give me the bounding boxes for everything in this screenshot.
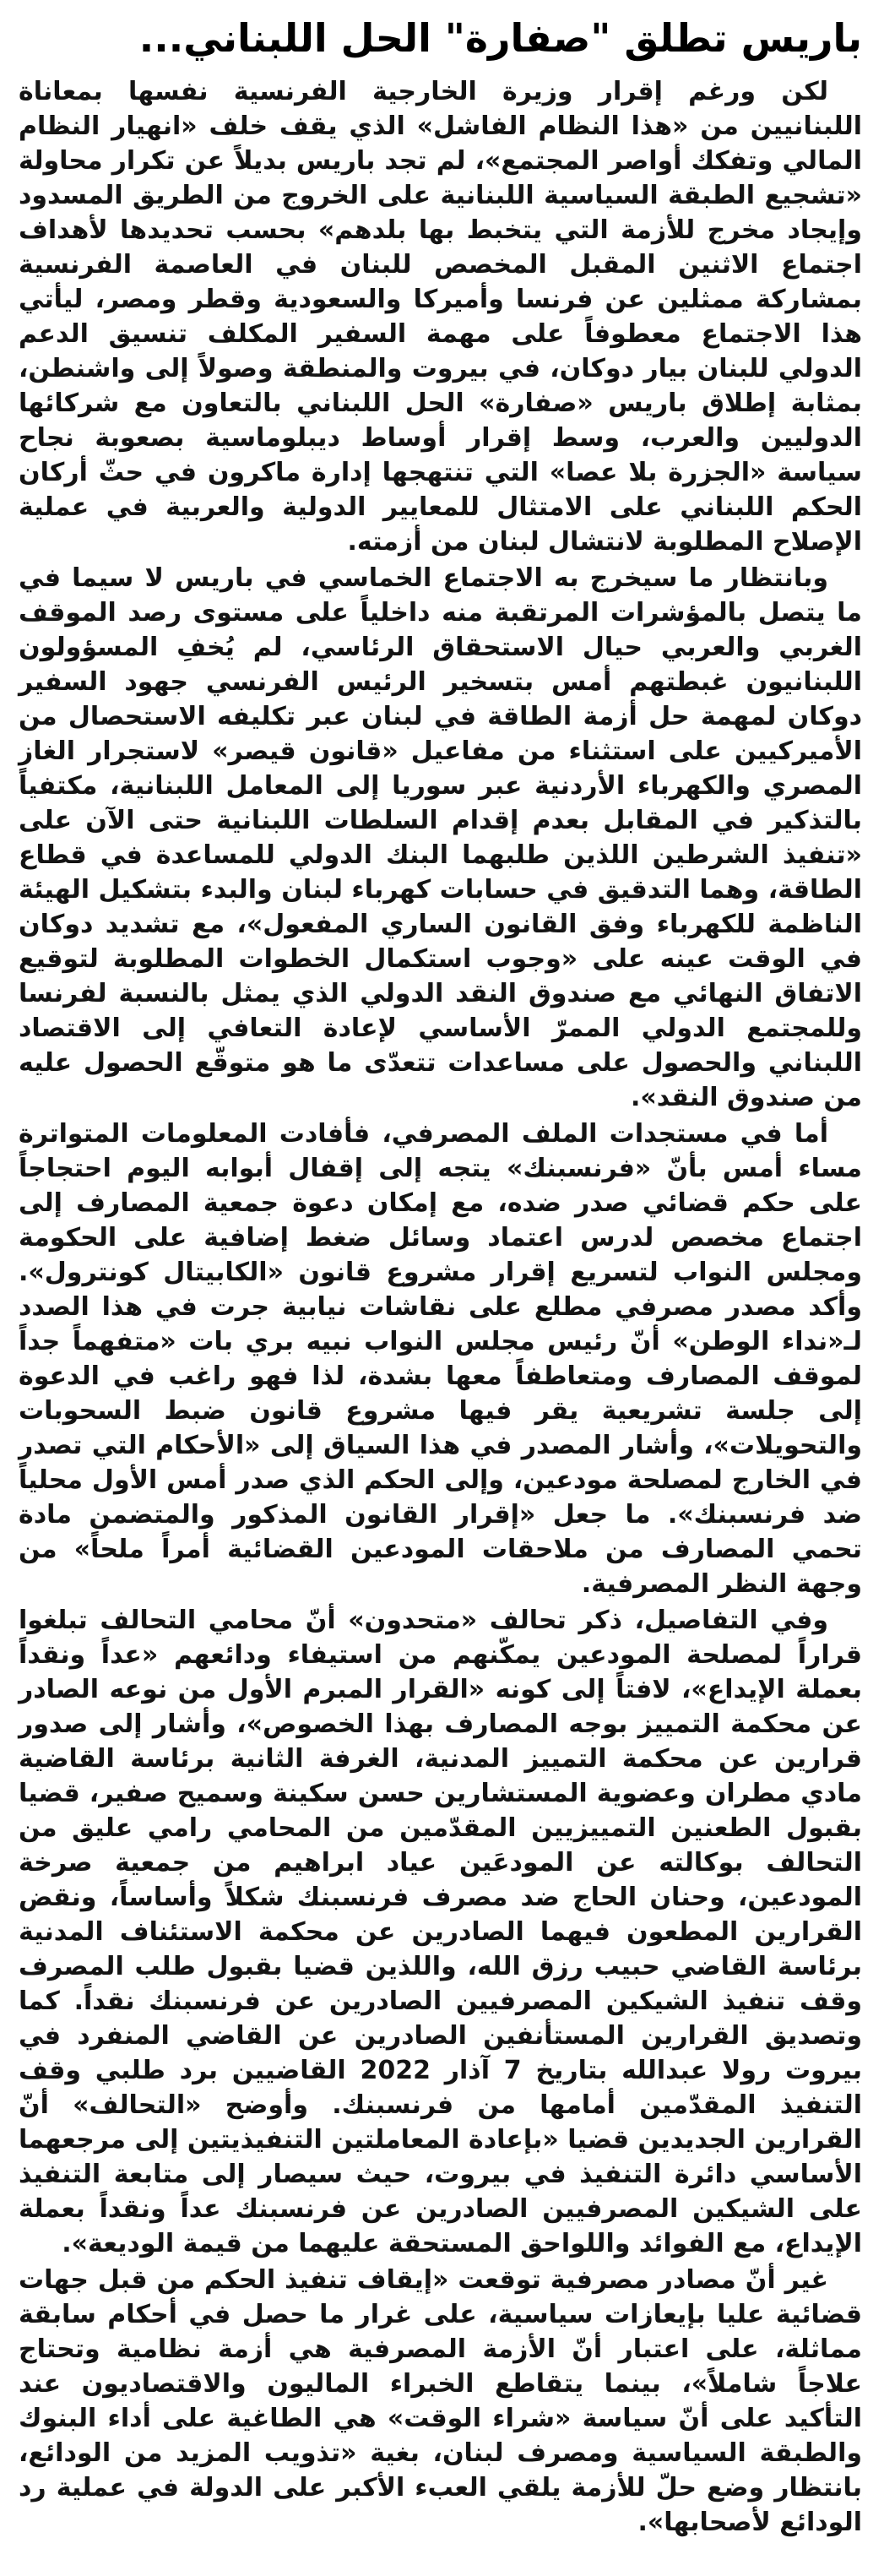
article-paragraph: وبانتظار ما سيخرج به الاجتماع الخماسي في باريس لا سيما في ما يتصل بالمؤشرات المرتقبة منه داخلياً على مستوى رصد الموقف الغربي والعربي حيال الاستحقاق الرئاسي، لم يُخفِ المسؤولون اللبنانيون غبطتهم أمس بتسخير الرئيس الفرنسي جهود السفير دوكان لمهمة حل أزمة الطاقة في لبنان عبر تكليفه الاستحصال من الأميركيين على استثناء من مفاعيل «قانون قيصر» لاستجرار الغاز المصري والكهرباء الأردنية عبر سوريا إلى المعامل اللبنانية، مكتفياً بالتذكير في المقابل بعدم إقدام السلطات اللبنانية حتى الآن على «تنفيذ الشرطين اللذين طلبهما البنك الدولي للمساعدة في قطاع الطاقة، وهما التدقيق في حسابات كهرباء لبنان والبدء بتشكيل الهيئة الناظمة للكهرباء وفق القانون الساري المفعول»، مع تشديد دوكان في الوقت عينه على «وجوب استكمال الخطوات المطلوبة لتوقيع الاتفاق النهائي مع صندوق النقد الدولي الذي يمثل بالنسبة لفرنسا وللمجتمع الدولي الممرّ الأساسي لإعادة التعافي إلى الاقتصاد اللبناني والحصول على مساعدات تتعدّى ما هو متوقّع الحصول عليه من صندوق النقد». bbox=[19, 563, 862, 1112]
article-body bbox=[19, 74, 862, 2540]
article-paragraph: أما في مستجدات الملف المصرفي، فأفادت المعلومات المتواترة مساء أمس بأنّ «فرنسبنك» يتجه إلى إقفال أبوابه اليوم احتجاجاً على حكم قضائي صدر ضده، مع إمكان دعوة جمعية المصارف إلى اجتماع مخصص لدرس اعتماد وسائل ضغط إضافية على الحكومة ومجلس النواب لتسريع إقرار مشروع قانون «الكابيتال كونترول». وأكد مصدر مصرفي مطلع على نقاشات نيابية جرت في هذا الصدد لـ«نداء الوطن» أنّ رئيس مجلس النواب نبيه بري بات «متفهماً جداً لموقف المصارف ومتعاطفاً معها بشدة، لذا فهو راغب في الدعوة إلى جلسة تشريعية يقر فيها مشروع قانون ضبط السحوبات والتحويلات»، وأشار المصدر في هذا السياق إلى «الأحكام التي تصدر في الخارج لمصلحة مودعين، وإلى الحكم الذي صدر أمس الأول محلياً ضد فرنسبنك». ما جعل «إقرار القانون المذكور والمتضمن مادة تحمي المصارف من ملاحقات المودعين القضائية أمراً ملحاً» من وجهة النظر المصرفية. bbox=[19, 1119, 862, 1599]
article-paragraph: وفي التفاصيل، ذكر تحالف «متحدون» أنّ محامي التحالف تبلغوا قراراً لمصلحة المودعين يمكّنهم من استيفاء ودائعهم «عداً ونقداً بعملة الإيداع»، لافتاً إلى كونه «القرار المبرم الأول من نوعه الصادر عن محكمة التمييز بوجه المصارف بهذا الخصوص»، وأشار إلى صدور قرارين عن محكمة التمييز المدنية، الغرفة الثانية برئاسة القاضية مادي مطران وعضوية المستشارين حسن سكينة وسميح صفير، قضيا بقبول الطعنين التمييزيين المقدّمين من المحامي رامي عليق من التحالف بوكالته عن المودعَين عياد ابراهيم من جمعية صرخة المودعين، وحنان الحاج ضد مصرف فرنسبنك شكلاً وأساساً، ونقض القرارين المطعون فيهما الصادرين عن محكمة الاستئناف المدنية برئاسة القاضي حبيب رزق الله، واللذين قضيا بقبول طلب المصرف وقف تنفيذ الشيكين المصرفيين الصادرين عن فرنسبنك نقداً. كما وتصديق القرارين المستأنفين الصادرين عن القاضي المنفرد في بيروت رولا عبدالله بتاريخ 7 آذار 2022 القاضيين برد طلبي وقف التنفيذ المقدّمين أمامها من فرنسبنك. وأوضح «التحالف» أنّ القرارين الجديدين قضيا «بإعادة المعاملتين التنفيذيتين إلى مرجعهما الأساسي دائرة التنفيذ في بيروت، حيث سيصار إلى متابعة التنفيذ على الشيكين المصرفيين الصادرين عن فرنسبنك عداً ونقداً بعملة الإيداع، مع الفوائد واللواحق المستحقة عليهما من قيمة الوديعة». bbox=[19, 1606, 863, 2258]
article-paragraph: لكن ورغم إقرار وزيرة الخارجية الفرنسية نفسها بمعاناة اللبنانيين من «هذا النظام الفاشل» الذي يقف خلف «انهيار النظام المالي وتفكك أواصر المجتمع»، لم تجد باريس بديلاً عن تكرار محاولة «تشجيع الطبقة السياسية اللبنانية على الخروج من الطريق المسدود وإيجاد مخرج للأزمة التي يتخبط بها بلدهم» بحسب تحديدها لأهداف اجتماع الاثنين المقبل المخصص للبنان في العاصمة الفرنسية بمشاركة ممثلين عن فرنسا وأميركا والسعودية وقطر ومصر، ليأتي هذا الاجتماع معطوفاً على مهمة السفير المكلف تنسيق الدعم الدولي للبنان بيار دوكان، في بيروت والمنطقة وصولاً إلى واشنطن، بمثابة إطلاق باريس «صفارة» الحل اللبناني بالتعاون مع شركائها الدوليين والعرب، وسط إقرار أوساط ديبلوماسية بصعوبة نجاح سياسة «الجزرة بلا عصا» التي تنتهجها إدارة ماكرون في حثّ أركان الحكم اللبناني على الامتثال للمعايير الدولية والعربية في عملية الإصلاح المطلوبة لانتشال لبنان من أزمته. bbox=[19, 77, 862, 557]
article-headline: باريس تطلق "صفارة" الحل اللبناني... bbox=[138, 15, 862, 61]
article-paragraph: غير أنّ مصادر مصرفية توقعت «إيقاف تنفيذ الحكم من قبل جهات قضائية عليا بإيعازات سياسية، على غرار ما حصل في أحكام سابقة مماثلة، على اعتبار أنّ الأزمة المصرفية هي أزمة نظامية وتحتاج علاجاً شاملاً»، بينما يتقاطع الخبراء الماليون والاقتصاديون عند التأكيد على أنّ سياسة «شراء الوقت» هي الطاغية على أداء البنوك والطبقة السياسية ومصرف لبنان، بغية «تذويب المزيد من الودائع، بانتظار وضع حلّ للأزمة يلقي العبء الأكبر على الدولة في عملية رد الودائع لأصحابها». bbox=[19, 2265, 862, 2537]
